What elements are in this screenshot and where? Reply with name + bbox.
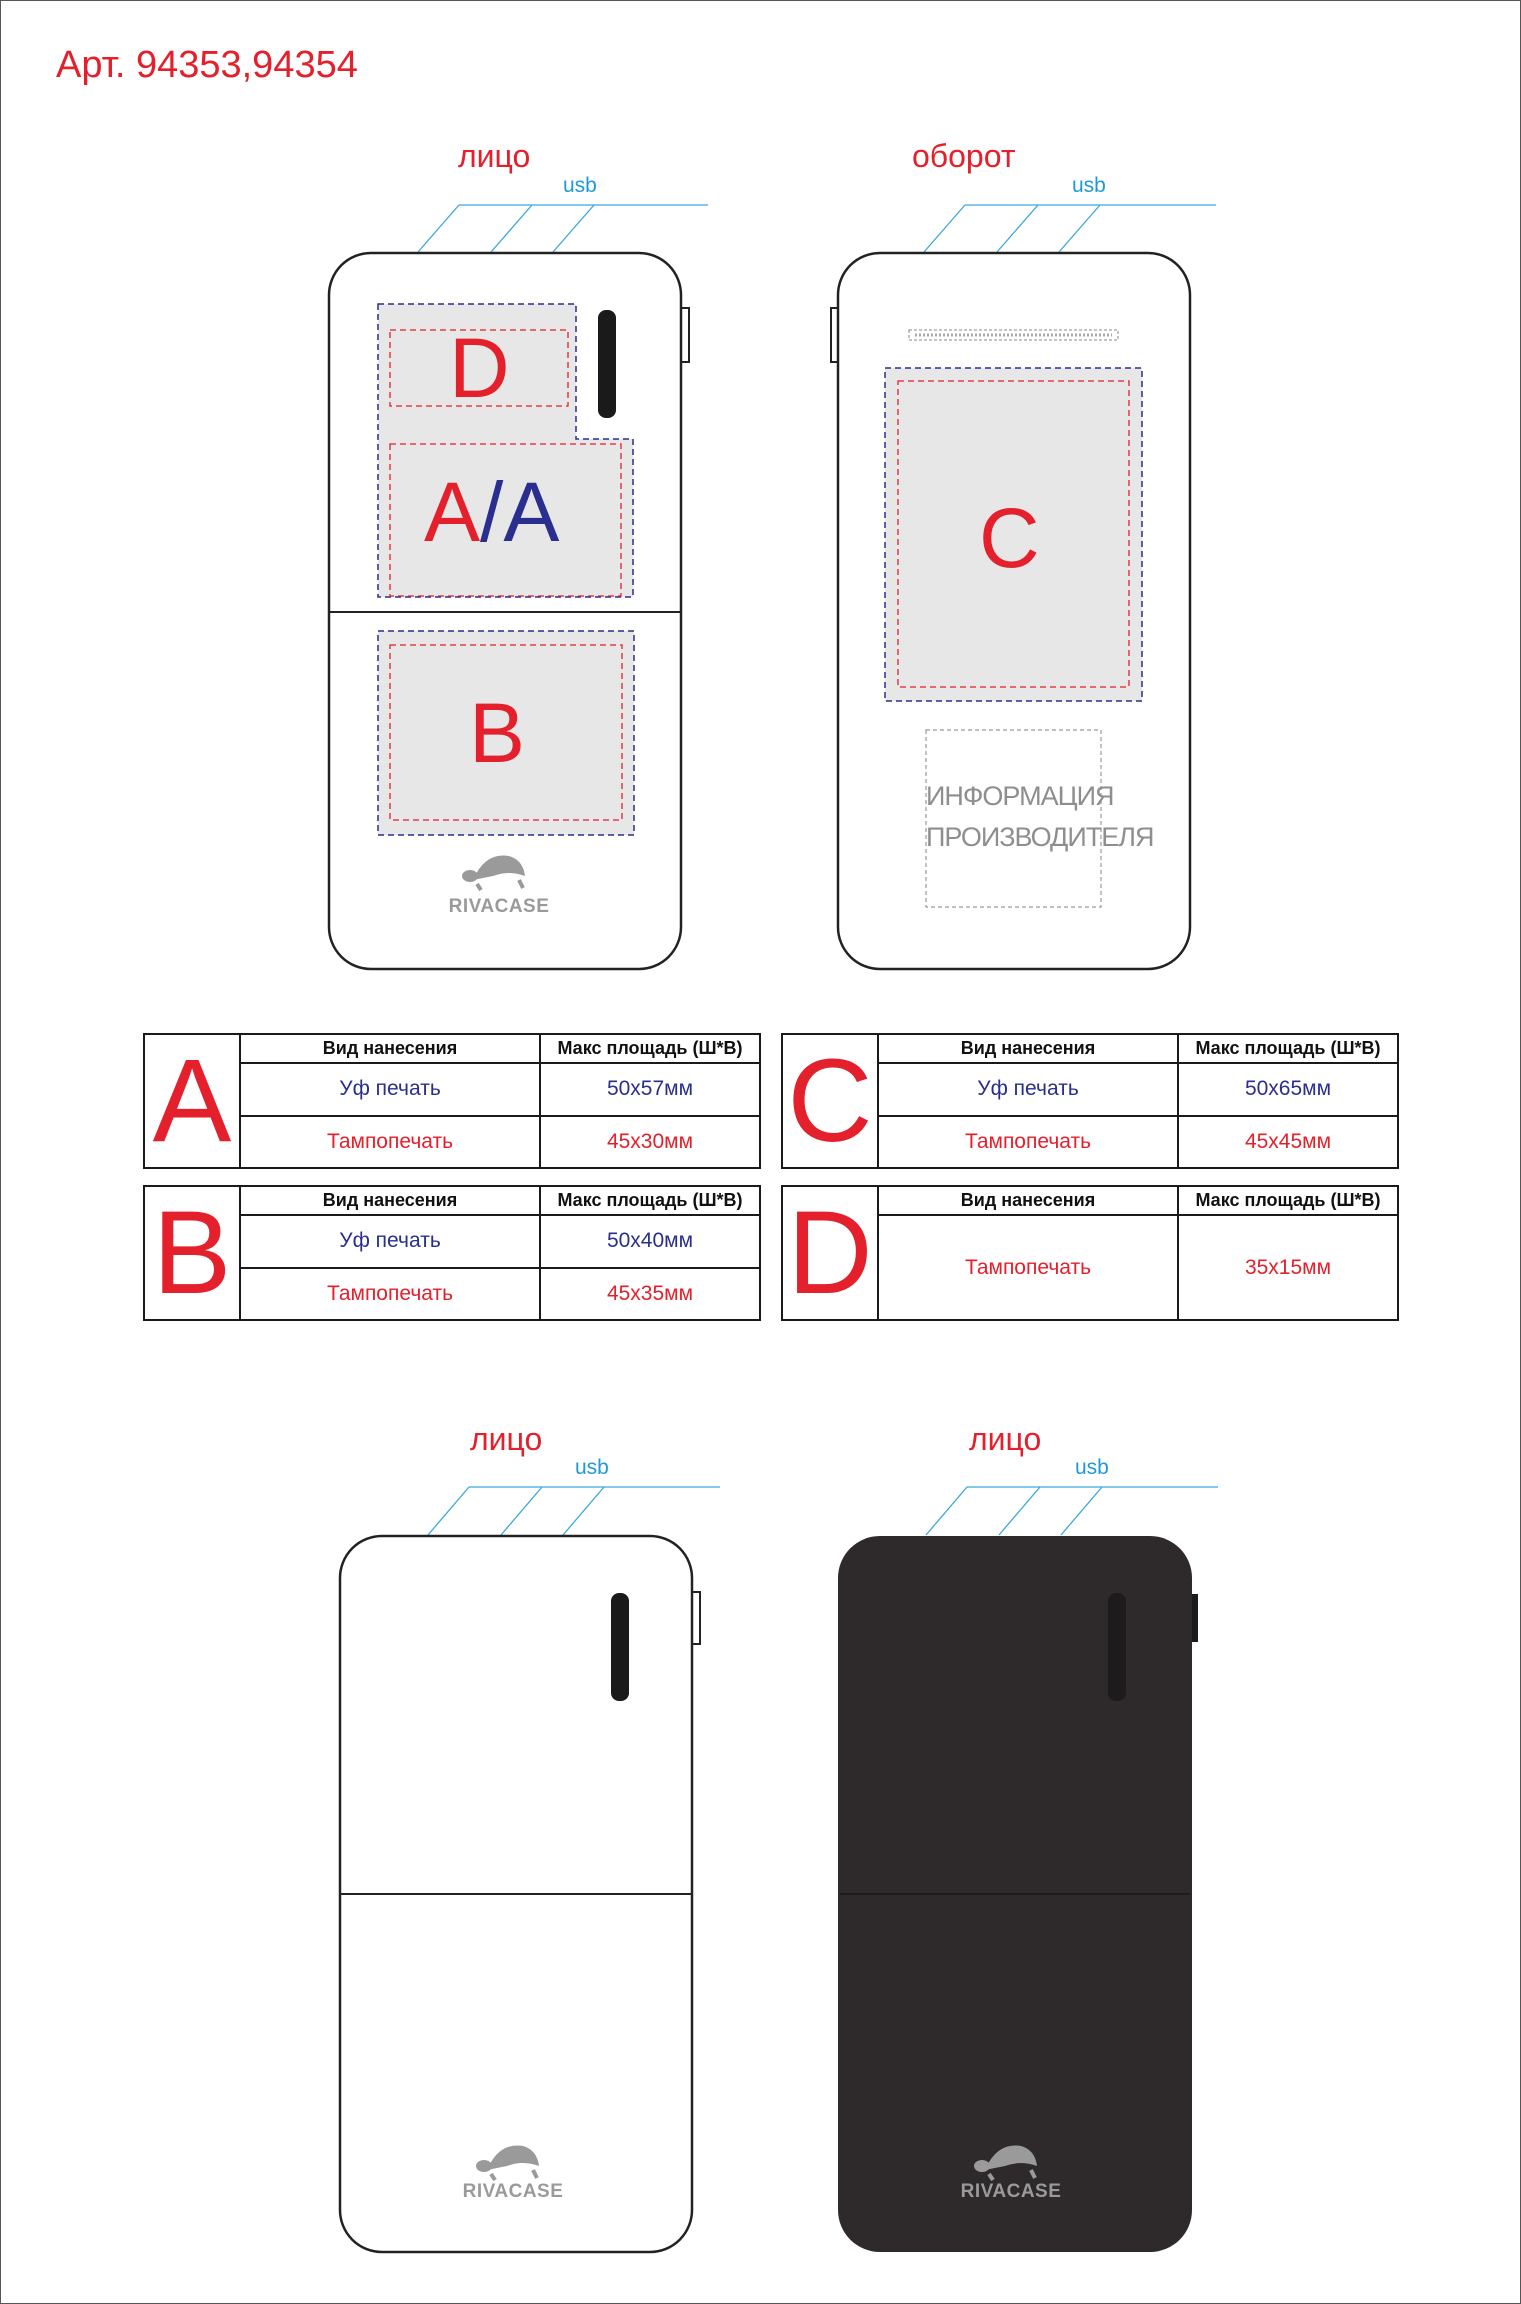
spec-table-c-letter: C [782,1034,878,1168]
spec-table-a-row1-method: Уф печать [240,1063,540,1116]
spec-table-c-row1-area: 50x65мм [1178,1063,1398,1116]
spec-table-c [781,1033,1399,1169]
spec-table-c-header-method: Вид нанесения [878,1034,1178,1063]
usb-label-back: usb [1072,174,1106,197]
manufacturer-info-line1: ИНФОРМАЦИЯ [926,781,1114,811]
zone-a-label [424,465,560,559]
spec-table-a-row2-area: 45x30мм [540,1116,760,1169]
zone-d-label: D [449,321,510,415]
manufacturer-info [926,776,1154,858]
spec-table-c-row2-method: Тампопечать [878,1116,1178,1169]
spec-table-c-row1-method: Уф печать [878,1063,1178,1116]
zone-a-blue: A [503,465,560,559]
back-view-label: оборот [912,138,1016,174]
spec-table-b-letter: B [144,1186,240,1320]
white-device [340,1536,700,2252]
spec-table-b-row2-area: 45x35мм [540,1268,760,1321]
article-title: Арт. 94353,94354 [56,44,358,86]
usb-leader-lines-front [418,205,708,252]
spec-table-b-header-area: Макс площадь (Ш*В) [540,1186,760,1215]
spec-table-d-header-area: Макс площадь (Ш*В) [1178,1186,1398,1215]
zone-b-label: B [469,686,526,780]
spec-table-c-row2-area: 45x45мм [1178,1116,1398,1169]
usb-leader-lines-back [924,205,1216,252]
back-device [831,253,1190,969]
front-view-label: лицо [458,138,531,174]
rivacase-logo-black: RIVACASE [960,2181,1062,2202]
spec-table-b [143,1185,761,1321]
rivacase-logo-white: RIVACASE [462,2181,564,2202]
zone-a-slash: / [480,465,504,559]
spec-table-a [143,1033,761,1169]
black-device [838,1536,1198,2252]
black-device-view-label: лицо [969,1421,1042,1457]
white-device-view-label: лицо [470,1421,543,1457]
spec-table-c-header-area: Макс площадь (Ш*В) [1178,1034,1398,1063]
spec-table-a-row2-method: Тампопечать [240,1116,540,1169]
spec-table-a-header-area: Макс площадь (Ш*В) [540,1034,760,1063]
usb-label-white: usb [575,1456,609,1479]
spec-table-d-row1-method: Тампопечать [878,1215,1178,1320]
usb-label-black: usb [1075,1456,1109,1479]
manufacturer-info-line2: ПРОИЗВОДИТЕЛЯ [926,822,1154,852]
spec-table-b-header-method: Вид нанесения [240,1186,540,1215]
zone-a-red: A [424,465,481,559]
spec-table-b-row1-area: 50x40мм [540,1215,760,1268]
spec-table-d-header-method: Вид нанесения [878,1186,1178,1215]
spec-table-d [781,1185,1399,1321]
zone-c-label: C [979,491,1040,585]
spec-table-b-row2-method: Тампопечать [240,1268,540,1321]
spec-table-a-letter: A [144,1034,240,1168]
spec-table-d-letter: D [782,1186,878,1320]
device-bottom-drawing [0,1440,1521,2260]
spec-table-a-header-method: Вид нанесения [240,1034,540,1063]
rivacase-logo-front: RIVACASE [448,896,550,917]
device-top-drawing [0,0,1521,1000]
usb-label-front: usb [563,174,597,197]
spec-table-b-row1-method: Уф печать [240,1215,540,1268]
usb-leader-lines-black [926,1487,1218,1535]
spec-table-d-row1-area: 35x15мм [1178,1215,1398,1320]
spec-table-a-row1-area: 50x57мм [540,1063,760,1116]
usb-leader-lines-white [428,1487,720,1535]
